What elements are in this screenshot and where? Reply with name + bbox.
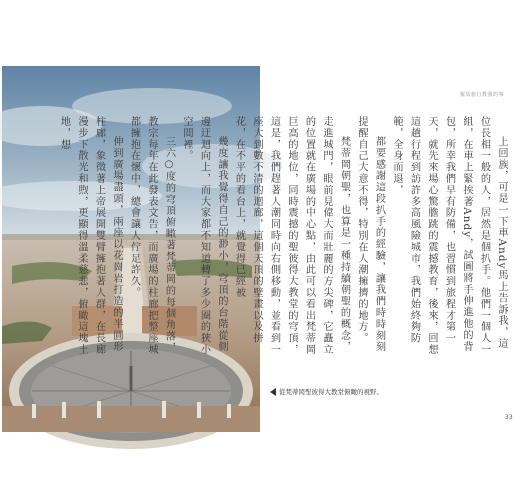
- paragraph: 三六○度的穹頂俯瞰著梵蒂岡的每個角落，教宗每年在此發表文告，而廣場的柱廊把整座城都擁抱在懷中，總會讓人佇足許久。: [128, 116, 175, 356]
- paragraph: 都要感謝這段扒手的經驗，讓我們時時刻刻提醒自己大意不得，特別在人潮擁擠的地方。: [356, 116, 385, 353]
- paragraph: 梵蒂岡朝聖，也算是一種持續朝聖的概念，走進城門，眼前見偉大而壯麗的方尖碑，它矗立的位置就在廣場的中心點，由此可以看出梵蒂岡巨高的地位，同時震撼的聖彼得大教堂的穹頂，這是，我們趕著人潮同時向右側移動，並看到一座大到數不清的迴廊，這個天頂的壁畫以及拼花，在不平的看台上，就覺得已經被: [233, 116, 350, 356]
- photo-caption: [270, 387, 383, 396]
- paragraph: 幾度讓我覺得自己的渺小，穹頂的台階從側邊迂迴向上，而大家都不知道轉了多少圈的狹小空間裡。: [181, 116, 227, 356]
- running-head: 羅馬旅行教我的事: [460, 92, 505, 98]
- caption-arrow-icon: [270, 388, 276, 396]
- paragraph: 伸到廣場盡頭，兩座以花崗岩打造的半圓形柱廊，象徵著上帝展開雙臂擁抱著人群，在長廊漫步下散光和煦，更顯得溫柔慈悲，俯瞰這塊土地，想: [58, 116, 122, 356]
- page-number: 33: [505, 414, 513, 421]
- paragraph: 上回族，可是一下車Andy馬上告訴我，這位長相一般的人，居然是個扒手。他們一個人一組，在車上緊挨著Andy，試圖將手伸進他的背包，所幸我們早有防備，也習慣到旅程才第一天，就先來場心驚膽跳的震撼教育，後來，回想這趟行程到訪許多高風險城市，我們始終夠防範，全身而退，: [391, 116, 507, 356]
- body-text: [58, 116, 510, 356]
- caption-text: 從梵蒂岡聖彼得大教堂俯瞰的視野。: [279, 388, 383, 396]
